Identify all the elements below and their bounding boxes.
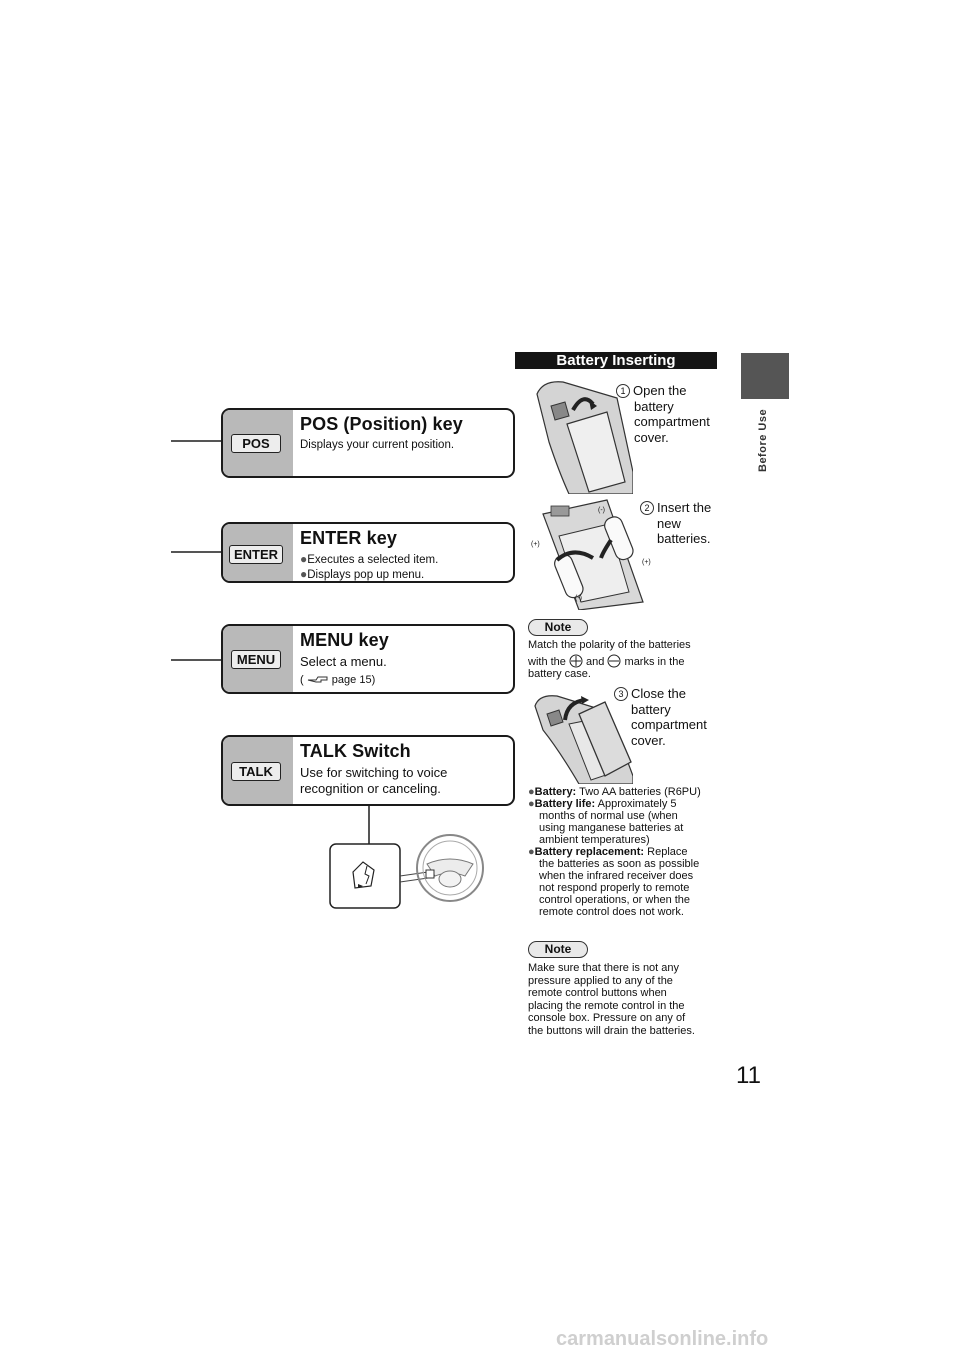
note-badge: Note <box>528 619 588 636</box>
menu-key-icon: MENU <box>231 650 281 669</box>
battery-step-1: 1 Open the battery compartment cover. <box>616 383 710 445</box>
page-number: 11 <box>736 1062 761 1089</box>
enter-key-bullet: ●Displays pop up menu. <box>300 567 425 581</box>
menu-key-title: MENU key <box>300 630 389 650</box>
battery-step-2: 2 Insert the new batteries. <box>640 500 711 547</box>
menu-key-description: Select a menu. <box>300 654 387 669</box>
pointing-hand-icon <box>307 674 329 684</box>
step-number: 1 <box>616 384 630 398</box>
minus-mark-icon <box>607 654 621 668</box>
section-tab <box>741 353 789 399</box>
talk-switch-title: TALK Switch <box>300 741 411 761</box>
polarity-plus-label: (+) <box>531 541 540 548</box>
pressure-note-text: Make sure that there is not any pressure applied to any of the remote control buttons when placing the remote control in the console box. Pressure on any of the buttons will drain the batteries. <box>528 962 695 1037</box>
menu-key-page-reference: ( page 15) <box>300 674 376 686</box>
battery-spec-type: ●Battery: Two AA batteries (R6PU) <box>528 786 701 798</box>
steering-wheel-talk-switch-illustration <box>325 806 495 912</box>
enter-key-icon: ENTER <box>229 545 283 564</box>
section-tab-label: Before Use <box>757 408 769 472</box>
pos-key-description: Displays your current position. <box>300 439 455 451</box>
pos-key-card <box>221 408 515 478</box>
enter-key-title: ENTER key <box>300 528 397 548</box>
pos-leader-line <box>171 440 223 442</box>
plus-mark-icon <box>569 654 583 668</box>
step-number: 3 <box>614 687 628 701</box>
polarity-minus-label: (-) <box>598 507 605 514</box>
battery-specs-list <box>528 786 720 918</box>
polarity-plus-label: (+) <box>642 559 651 566</box>
battery-step-3: 3 Close the battery compartment cover. <box>614 686 707 748</box>
battery-spec-replacement: ●Battery replacement: Replace the batteries as soon as possible when the infrared receiver does not respond properly to remote control operations, or when the remote control does not work. <box>528 846 700 918</box>
pos-key-icon: POS <box>231 434 281 453</box>
battery-section-header: Battery Inserting <box>515 352 717 369</box>
battery-spec-life: ●Battery life: Approximately 5 months of normal use (when using manganese batteries at ambient temperatures) <box>528 798 684 846</box>
polarity-note-text: Match the polarity of the batteries with the and marks in the battery case. <box>528 639 691 680</box>
talk-switch-card <box>221 735 515 806</box>
step-number: 2 <box>640 501 654 515</box>
enter-leader-line <box>171 551 223 553</box>
menu-key-card <box>221 624 515 694</box>
polarity-minus-label: (-) <box>575 595 582 602</box>
note-badge: Note <box>528 941 588 958</box>
talk-switch-description: Use for switching to voice recognition or canceling. <box>300 765 448 796</box>
enter-key-bullet: ●Executes a selected item. <box>300 552 439 566</box>
enter-key-card <box>221 522 515 583</box>
talk-switch-icon: TALK <box>231 762 281 781</box>
menu-leader-line <box>171 659 223 661</box>
pos-key-title: POS (Position) key <box>300 414 463 434</box>
watermark: carmanualsonline.info <box>556 1328 769 1350</box>
